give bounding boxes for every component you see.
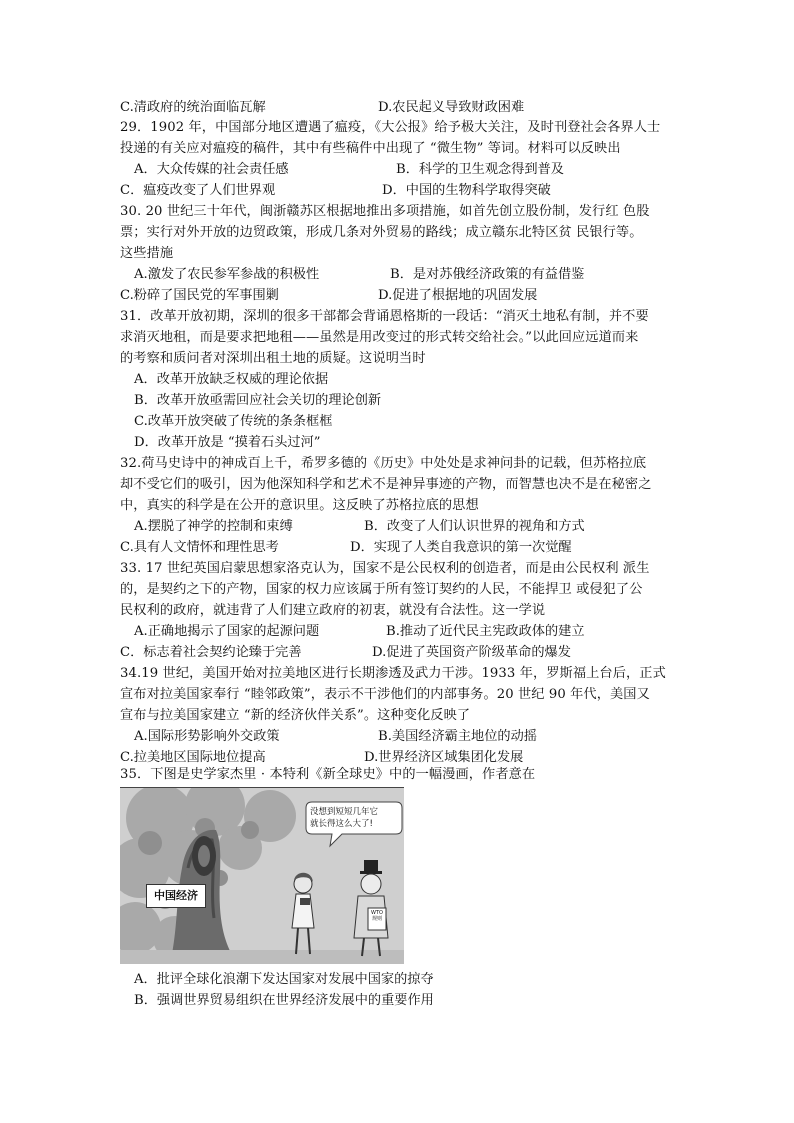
speech-bubble-text xyxy=(310,806,400,830)
q31-option-a[interactable]: A．改革开放缺乏权威的理论依据 xyxy=(134,372,329,387)
q33-option-d[interactable]: D.促进了英国资产阶级革命的爆发 xyxy=(372,645,571,660)
q32-option-d[interactable]: D．实现了人类自我意识的第一次觉醒 xyxy=(350,540,572,555)
q30-option-a[interactable]: A.激发了农民参军参战的积极性 xyxy=(134,267,320,282)
q31-stem-line: 求消灭地租，而是要求把地租——虽然是用改变过的形式转交给社会。”以此回应远道而来 xyxy=(120,330,639,345)
q34-stem-line: 宣布与拉美国家建立 “新的经济伙伴关系”。这种变化反映了 xyxy=(120,708,471,723)
q34-option-a[interactable]: A.国际形势影响外交政策 xyxy=(134,729,280,744)
q30-option-d[interactable]: D.促进了根据地的巩固发展 xyxy=(378,288,538,303)
q33-option-a[interactable]: A.正确地揭示了国家的起源问题 xyxy=(134,624,320,639)
speech-line: 没想到短短几年它 xyxy=(310,807,379,817)
q33-stem-line: 的，是契约之下的产物，国家的权力应该属于所有签订契约的人民，不能捍卫 或侵犯了公 xyxy=(120,582,643,597)
q35-option-b[interactable]: B．强调世界贸易组织在世界经济发展中的重要作用 xyxy=(134,993,434,1008)
q34-stem-line: 宣布对拉美国家奉行 “睦邻政策”，表示不干涉他们的内部事务。20 世纪 90 年代，美国又 xyxy=(120,687,650,702)
q35-stem-line: 35．下图是史学家杰里 · 本特利《新全球史》中的一幅漫画，作者意在 xyxy=(120,767,536,782)
q32-stem-line: 32.荷马史诗中的神成百上千，希罗多德的《历史》中处处是求神问卦的记载，但苏格拉底 xyxy=(120,456,647,471)
q34-option-c[interactable]: C.拉美地区国际地位提高 xyxy=(120,750,266,765)
q29-option-c[interactable]: C．瘟疫改变了人们世界观 xyxy=(120,183,276,198)
q28-option-c[interactable]: C.清政府的统治面临瓦解 xyxy=(120,100,266,115)
q29-option-a[interactable]: A．大众传媒的社会责任感 xyxy=(134,162,289,177)
q29-option-b[interactable]: B．科学的卫生观念得到普及 xyxy=(396,162,564,177)
q34-stem-line: 34.19 世纪，美国开始对拉美地区进行长期渗透及武力干涉。1933 年，罗斯福上台后，正式 xyxy=(120,666,666,681)
q31-option-b[interactable]: B．改革开放亟需回应社会关切的理论创新 xyxy=(134,393,382,408)
q32-stem-line: 却不受它们的吸引，因为他深知科学和艺术不是神异事迹的产物，而智慧也决不是在秘密之 xyxy=(120,477,652,492)
q30-option-b[interactable]: B．是对苏俄经济政策的有益借鉴 xyxy=(390,267,585,282)
q30-option-c[interactable]: C.粉碎了国民党的军事围剿 xyxy=(120,288,279,303)
q31-option-d[interactable]: D．改革开放是 “摸着石头过河” xyxy=(134,435,321,450)
q34-option-d[interactable]: D.世界经济区域集团化发展 xyxy=(364,750,524,765)
q33-option-b[interactable]: B.推动了近代民主宪政政体的建立 xyxy=(386,624,585,639)
q30-stem-line: 这些措施 xyxy=(120,246,174,261)
q28-option-d[interactable]: D.农民起义导致财政困难 xyxy=(378,100,525,115)
q29-option-d[interactable]: D．中国的生物科学取得突破 xyxy=(382,183,551,198)
q30-stem-line: 30. 20 世纪三十年代，闽浙赣苏区根据地推出多项措施，如首先创立股份制，发行红 色股 xyxy=(120,204,650,219)
q32-option-b[interactable]: B．改变了人们认识世界的视角和方式 xyxy=(364,519,585,534)
q34-option-b[interactable]: B.美国经济霸主地位的动摇 xyxy=(378,729,537,744)
q32-option-c[interactable]: C.具有人文情怀和理性思考 xyxy=(120,540,279,555)
q32-option-a[interactable]: A.摆脱了神学的控制和束缚 xyxy=(134,519,293,534)
q31-stem-line: 31．改革开放初期，深圳的很多干部都会背诵恩格斯的一段话：“消灭土地私有制，并不要 xyxy=(120,309,649,324)
q33-option-c[interactable]: C．标志着社会契约论臻于完善 xyxy=(120,645,302,660)
wto-book-label: WTO 规则 xyxy=(371,910,383,922)
q31-option-c[interactable]: C.改革开放突破了传统的条条框框 xyxy=(134,414,333,429)
q30-stem-line: 票；实行对外开放的边贸政策，形成几条对外贸易的路线；成立赣东北特区贫 民银行等。 xyxy=(120,225,643,240)
q31-stem-line: 的考察和质问者对深圳出租土地的质疑。这说明当时 xyxy=(120,351,426,366)
speech-line: 就长得这么大了! xyxy=(310,819,373,829)
q29-stem-line: 投递的有关应对瘟疫的稿件，其中有些稿件中出现了 “微生物” 等词。材料可以反映出 xyxy=(120,141,621,156)
q33-stem-line: 33. 17 世纪英国启蒙思想家洛克认为，国家不是公民权利的创造者，而是由公民权利 派生 xyxy=(120,561,650,576)
cartoon-figure xyxy=(120,787,404,964)
q35-option-a[interactable]: A．批评全球化浪潮下发达国家对发展中国家的掠夺 xyxy=(134,972,434,987)
trunk-label: 中国经济 xyxy=(146,884,206,908)
q33-stem-line: 民权利的政府，就违背了人们建立政府的初衷，就没有合法性。这一学说 xyxy=(120,603,546,618)
q32-stem-line: 中，真实的科学是在公开的意识里。这反映了苏格拉底的思想 xyxy=(120,498,479,513)
q29-stem-line: 29．1902 年，中国部分地区遭遇了瘟疫，《大公报》给予极大关注，及时刊登社会各界人士 xyxy=(120,120,661,135)
